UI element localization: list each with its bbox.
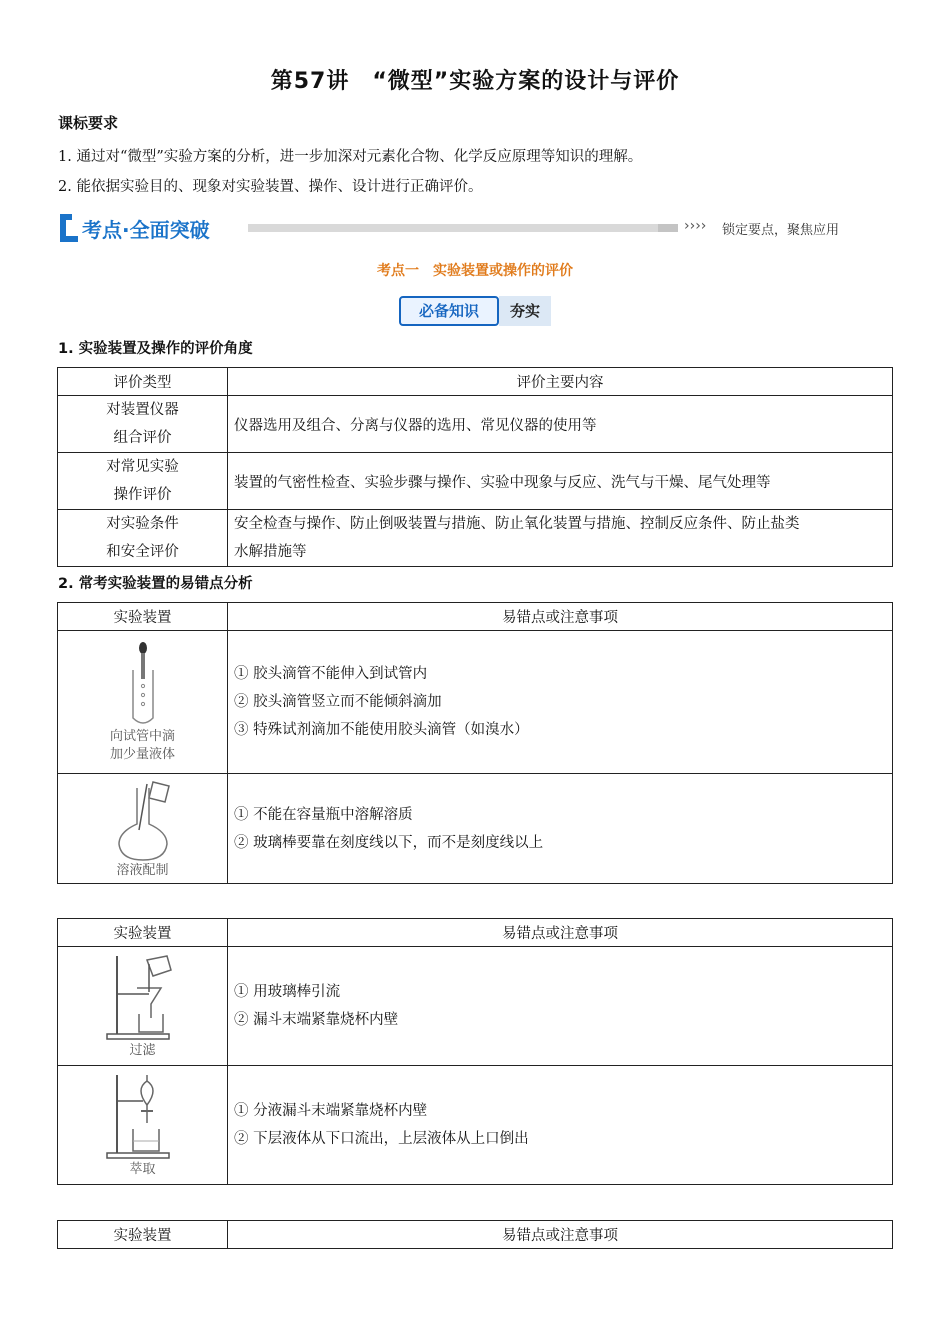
table-header-row	[58, 919, 893, 947]
section-banner	[58, 210, 858, 246]
part2-heading: 2. 常考实验装置的易错点分析	[58, 576, 253, 592]
filtration-icon	[103, 952, 183, 1042]
table-header: 易错点或注意事项	[228, 1221, 893, 1249]
note-line: ① 分液漏斗末端紧靠烧杯内壁	[234, 1103, 428, 1119]
apparatus-caption: 溶液配制	[116, 862, 169, 878]
table-header: 实验装置	[58, 1221, 228, 1249]
table-header-row	[58, 368, 893, 396]
eval-content-line: 安全检查与操作、防止倒吸装置与措施、防止氧化装置与措施、控制反应条件、防止盐类	[234, 516, 800, 532]
requirement-item: 2. 能依据实验目的、现象对实验装置、操作、设计进行正确评价。	[58, 179, 483, 195]
apparatus-cell	[58, 1066, 228, 1185]
apparatus-caption: 向试管中滴	[109, 729, 175, 744]
note-line: ② 玻璃棒要靠在刻度线以下，而不是刻度线以上	[234, 834, 544, 851]
requirement-item: 1. 通过对“微型”实验方案的分析，进一步加深对元素化合物、化学反应原理等知识的理解。	[58, 149, 643, 165]
apparatus-cell	[58, 947, 228, 1066]
table-row	[58, 1066, 893, 1185]
part1-heading: 1. 实验装置及操作的评价角度	[58, 341, 253, 357]
notes-cell	[228, 1066, 893, 1185]
eval-type-cell	[58, 396, 228, 453]
page-title: 第57讲 “微型”实验方案的设计与评价	[270, 69, 680, 94]
evaluation-table	[57, 367, 893, 567]
volumetric-flask-icon	[103, 778, 183, 862]
table-row	[58, 774, 893, 884]
note-line: ① 胶头滴管不能伸入到试管内	[234, 666, 428, 682]
eval-type-line: 对装置仪器	[106, 402, 179, 418]
note-line: ② 胶头滴管竖立而不能倾斜滴加	[234, 694, 442, 710]
note-line: ③ 特殊试剂滴加不能使用胶头滴管（如溴水）	[234, 722, 529, 738]
banner-arrows: ››››	[684, 218, 707, 234]
apparatus-cell	[58, 631, 228, 774]
table-row	[58, 396, 893, 453]
apparatus-caption: 萃取	[129, 1162, 156, 1177]
eval-content-cell: 仪器选用及组合、分离与仪器的选用、常见仪器的使用等	[228, 396, 893, 453]
requirements-heading: 课标要求	[58, 114, 119, 132]
apparatus-table	[57, 602, 893, 884]
note-line: ① 用玻璃棒引流	[234, 984, 341, 1000]
table-header-row	[58, 603, 893, 631]
note-line: ② 漏斗末端紧靠烧杯内壁	[234, 1012, 399, 1028]
section-title: 考点一 实验装置或操作的评价	[377, 263, 573, 279]
eval-content-cell: 装置的气密性检查、实验步骤与操作、实验中现象与反应、洗气与干燥、尾气处理等	[228, 453, 893, 510]
table-row	[58, 631, 893, 774]
table-row	[58, 510, 893, 567]
table-header: 实验装置	[58, 603, 228, 631]
table-header: 评价主要内容	[228, 368, 893, 396]
note-line: ② 下层液体从下口流出，上层液体从上口倒出	[234, 1131, 529, 1147]
eval-content-cell	[228, 510, 893, 567]
eval-type-line: 操作评价	[113, 487, 172, 503]
apparatus-caption: 过滤	[129, 1043, 156, 1058]
note-line: ① 不能在容量瓶中溶解溶质	[234, 806, 413, 823]
apparatus-table	[57, 1220, 893, 1249]
badge-right: 夯实	[499, 296, 551, 326]
eval-type-line: 组合评价	[113, 430, 172, 446]
badge-left: 必备知识	[399, 296, 499, 326]
apparatus-caption: 加少量液体	[109, 747, 175, 762]
notes-cell	[228, 947, 893, 1066]
table-row	[58, 947, 893, 1066]
banner-label: 考点·全面突破	[82, 218, 210, 242]
notes-cell	[228, 774, 893, 884]
table-header: 易错点或注意事项	[228, 603, 893, 631]
eval-type-line: 对实验条件	[106, 516, 179, 532]
eval-type-cell	[58, 453, 228, 510]
dropper-test-tube-icon	[103, 640, 183, 728]
eval-type-line: 对常见实验	[106, 459, 179, 475]
apparatus-table	[57, 918, 893, 1185]
table-header: 评价类型	[58, 368, 228, 396]
notes-cell	[228, 631, 893, 774]
apparatus-cell	[58, 774, 228, 884]
eval-content-line: 水解措施等	[234, 544, 307, 560]
table-header-row	[58, 1221, 893, 1249]
eval-type-line: 和安全评价	[106, 544, 179, 560]
banner-slogan: 锁定要点，聚焦应用	[722, 223, 840, 238]
table-header: 实验装置	[58, 919, 228, 947]
separatory-funnel-icon	[103, 1071, 183, 1161]
table-header: 易错点或注意事项	[228, 919, 893, 947]
knowledge-badge	[399, 296, 551, 326]
table-row	[58, 453, 893, 510]
eval-type-cell	[58, 510, 228, 567]
